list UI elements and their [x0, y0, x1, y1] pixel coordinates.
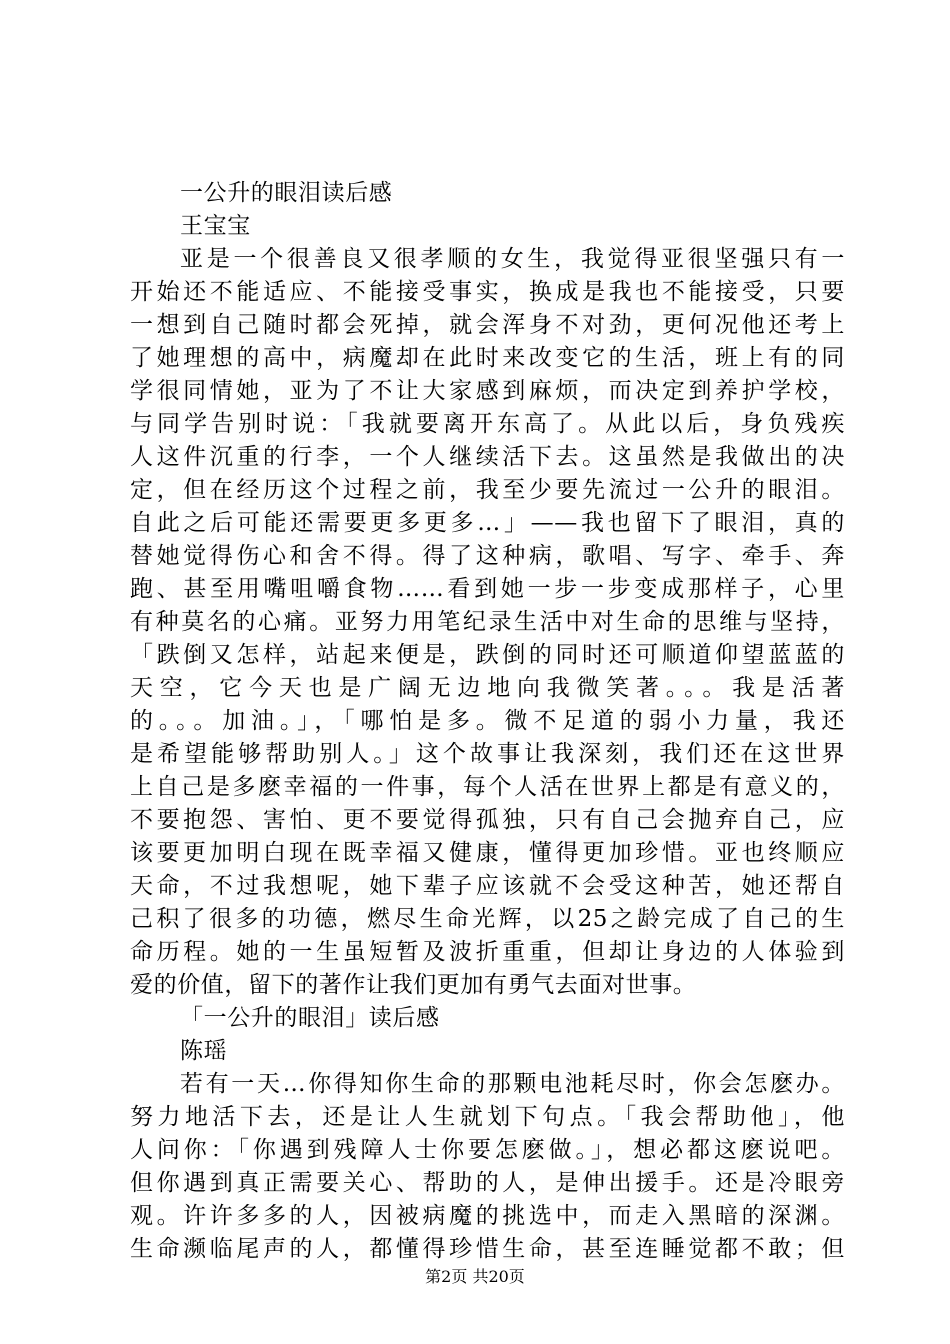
- paragraph-line: 跑、甚至用嘴咀嚼食物……看到她一步一步变成那样子，心里: [130, 576, 845, 602]
- paragraph-line: 与同学告别时说：「我就要离开东高了。从此以后，身负残疾: [130, 411, 845, 437]
- paragraph-line: 学很同情她，亚为了不让大家感到麻烦，而决定到养护学校，: [130, 378, 845, 404]
- paragraph-line: 人这件沉重的行李，一个人继续活下去。这虽然是我做出的决: [130, 444, 845, 470]
- paragraph-line: 替她觉得伤心和舍不得。得了这种病，歌唱、写字、牵手、奔: [130, 543, 845, 569]
- page-number-footer: 第2页 共20页: [425, 1267, 525, 1286]
- article-title: 「一公升的眼泪」读后感: [180, 1005, 440, 1031]
- paragraph-line: 己积了很多的功德，燃尽生命光辉，以25之龄完成了自己的生: [130, 906, 845, 932]
- paragraph-line: 天命，不过我想呢，她下辈子应该就不会受这种苦，她还帮自: [130, 873, 845, 899]
- paragraph-line: 开始还不能适应、不能接受事实，换成是我也不能接受，只要: [130, 279, 845, 305]
- article-title: 一公升的眼泪读后感: [180, 180, 393, 206]
- paragraph-line: 该要更加明白现在既幸福又健康，懂得更加珍惜。亚也终顺应: [130, 840, 845, 866]
- paragraph-line: 了她理想的高中，病魔却在此时来改变它的生活，班上有的同: [130, 345, 845, 371]
- paragraph-line: 的。。。加油。」，「哪怕是多。微不足道的弱小力量，我还: [130, 708, 845, 734]
- paragraph-line: 天空，它今天也是广阔无边地向我微笑著。。。我是活著: [130, 675, 845, 701]
- article-author: 王宝宝: [180, 213, 251, 239]
- paragraph-line: 努力地活下去，还是让人生就划下句点。「我会帮助他」，他: [130, 1104, 845, 1130]
- paragraph-line: 一想到自己随时都会死掉，就会浑身不对劲，更何况他还考上: [130, 312, 845, 338]
- paragraph-line: 「跌倒又怎样，站起来便是，跌倒的同时还可顺道仰望蓝蓝的: [130, 642, 845, 668]
- paragraph-line: 不要抱怨、害怕、更不要觉得孤独，只有自己会抛弃自己，应: [130, 807, 845, 833]
- paragraph-line: 亚是一个很善良又很孝顺的女生，我觉得亚很坚强只有一: [180, 246, 845, 272]
- paragraph-line: 观。许许多多的人，因被病魔的挑选中，而走入黑暗的深渊。: [130, 1203, 845, 1229]
- paragraph-line: 有种莫名的心痛。亚努力用笔纪录生活中对生命的思维与坚持，: [130, 609, 845, 635]
- paragraph-line: 命历程。她的一生虽短暂及波折重重，但却让身边的人体验到: [130, 939, 845, 965]
- paragraph-line: 若有一天…你得知你生命的那颗电池耗尽时，你会怎麽办。: [180, 1071, 845, 1097]
- paragraph-line: 爱的价值，留下的著作让我们更加有勇气去面对世事。: [130, 972, 697, 998]
- paragraph-line: 但你遇到真正需要关心、帮助的人，是伸出援手。还是冷眼旁: [130, 1170, 845, 1196]
- paragraph-line: 定，但在经历这个过程之前，我至少要先流过一公升的眼泪。: [130, 477, 845, 503]
- paragraph-line: 生命濒临尾声的人，都懂得珍惜生命，甚至连睡觉都不敢；但: [130, 1236, 845, 1262]
- paragraph-line: 人问你：「你遇到残障人士你要怎麽做。」，想必都这麽说吧。: [130, 1137, 845, 1163]
- article-author: 陈瑶: [180, 1038, 228, 1064]
- paragraph-line: 上自己是多麽幸福的一件事，每个人活在世界上都是有意义的，: [130, 774, 845, 800]
- paragraph-line: 是希望能够帮助别人。」这个故事让我深刻，我们还在这世界: [130, 741, 845, 767]
- paragraph-line: 自此之后可能还需要更多更多…」——我也留下了眼泪，真的: [130, 510, 845, 536]
